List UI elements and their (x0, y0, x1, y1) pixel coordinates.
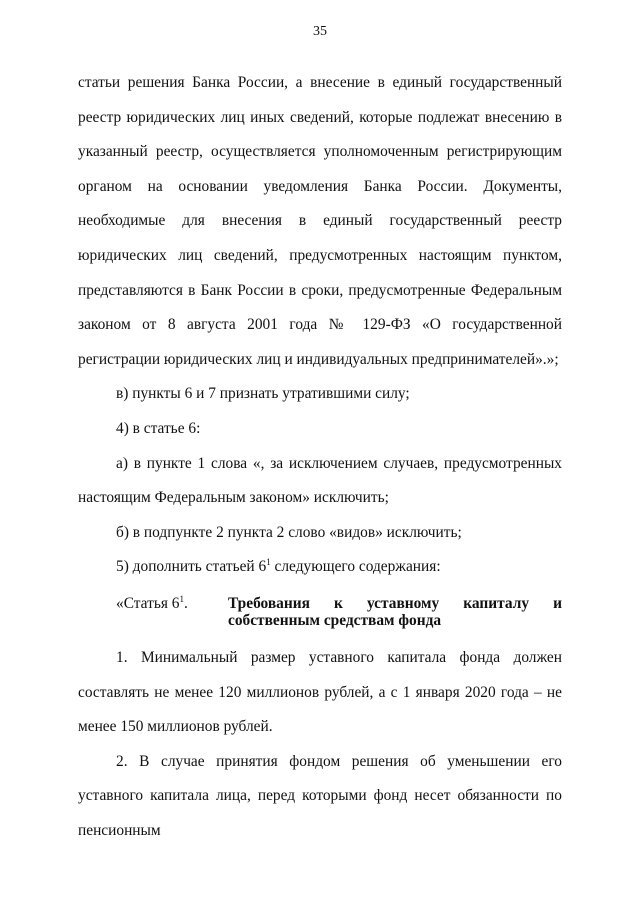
paragraph-3: 4) в статье 6: (116, 419, 201, 437)
paragraph-7: 1. Минимальный размер уставного капитала фонда должен составлять не менее 120 миллионов рублей, а с 1 января 2020 года – не менее 150 миллионов рублей. (78, 648, 562, 736)
paragraph-6-text: 5) дополнить статьей 6 (116, 558, 267, 576)
paragraph-2: в) пункты 6 и 7 признать утратившими силу; (116, 385, 410, 403)
article-title-line-2: собственным средствам фонда (228, 611, 442, 629)
article-heading (78, 595, 562, 629)
paragraph-6-text-end: следующего содержания: (270, 558, 441, 576)
article-label-end: . (183, 594, 188, 612)
paragraph-6 (78, 550, 562, 585)
paragraph-1: статьи решения Банка России, а внесение в единый государственный реестр юридических лиц иных сведений, которые подлежат внесению в указанный реестр, осуществляется уполномоченным регистрирующим органом на основании уведомления Банка России. Документы, необходимые для внесения в единый государственный реестр юридических лиц сведений, предусмотренных настоящим пунктом, представляются в Банк России в сроки, предусмотренные Федеральным законом от 8 августа 2001 года № 129-ФЗ «О государственной регистрации юридических лиц и индивидуальных предпринимателей».»; (78, 74, 562, 368)
document-body (78, 66, 562, 848)
article-label (78, 595, 228, 612)
article-title (228, 595, 562, 629)
article-title-line-1: Требования к уставному капиталу и (228, 594, 562, 612)
article-label-superscript: 1 (179, 593, 184, 604)
paragraph-5: б) в подпункте 2 пункта 2 слово «видов» исключить; (116, 523, 462, 541)
paragraph-6-superscript: 1 (266, 557, 271, 568)
page-number: 35 (313, 24, 327, 39)
article-label-text: «Статья 6 (116, 594, 180, 612)
paragraph-4: а) в пункте 1 слова «, за исключением случаев, предусмотренных настоящим Федеральным законом» исключить; (78, 454, 562, 507)
paragraph-8: 2. В случае принятия фондом решения об уменьшении его уставного капитала лица, перед которыми фонд несет обязанности по пенсионным (78, 752, 562, 839)
